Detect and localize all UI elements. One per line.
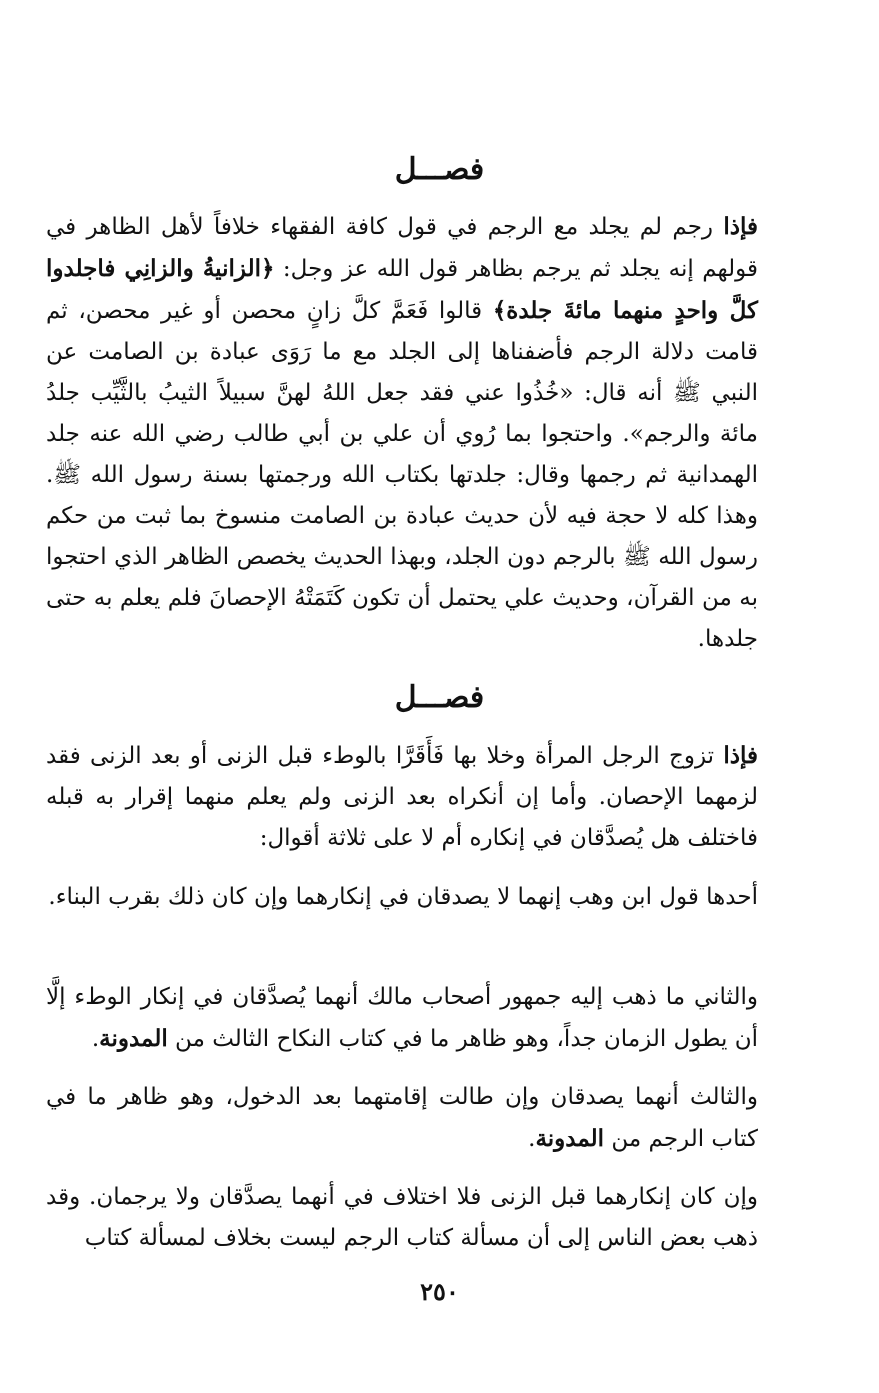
opinion-1-paragraph xyxy=(46,877,758,918)
text-run: تزوج الرجل المرأة وخلا بها فَأَقَرَّا بالوطء قبل الزنى أو بعد الزنى فقد لزمهما الإحصان. وأما إن أنكراه بعد الزنى ولم يعلم منهما إقرار به قبله فاختلف هل يُصدَّقان في إنكاره أم لا على ثلاثة أقوال: xyxy=(46,743,758,851)
text-run: والثالث أنهما يصدقان وإن طالت إقامتهما بعد الدخول، وهو ظاهر ما في كتاب الرجم من xyxy=(46,1084,758,1152)
section-2-intro-paragraph xyxy=(46,735,758,859)
section-heading-2: فصـــل xyxy=(394,680,485,715)
text-run: وإن كان إنكارهما قبل الزنى فلا اختلاف في أنهما يصدَّقان ولا يرجمان. وقد ذهب بعض الناس إلى أن مسألة كتاب الرجم ليست بخلاف لمسألة كتاب xyxy=(46,1184,758,1251)
closing-paragraph xyxy=(46,1177,758,1259)
bold-text-run: المدونة xyxy=(535,1125,605,1152)
section-1-paragraph xyxy=(46,206,758,660)
bold-text-run: فإذا xyxy=(723,742,758,769)
bold-text-run: فإذا xyxy=(723,213,758,240)
bold-text-run: المدونة xyxy=(99,1025,168,1052)
text-run: قالوا فَعَمَّ كلَّ زانٍ محصن أو غير محصن، ثم قامت دلالة الرجم فأضفناها إلى الجلد مع ما رَوَى عبادة بن الصامت عن النبي ﷺ أنه قال: «خُذُوا عني فقد جعل اللهُ لهنَّ سبيلاً الثيبُ بالثَّيِّب جلدُ مائة والرجم». واحتجوا بما رُوي أن علي بن أبي طالب رضي الله عنه جلد الهمدانية ثم رجمها وقال: جلدتها بكتاب الله ورجمتها بسنة رسول الله ﷺ. وهذا كله لا حجة فيه لأن حديث عبادة بن الصامت منسوخ بما ثبت من حكم رسول الله ﷺ بالرجم دون الجلد، وبهذا الحديث يخصص الظاهر الذي احتجوا به من القرآن، وحديث علي يحتمل أن تكون كَتَمَتْهُ الإحصانَ فلم يعلم به حتى جلدها. xyxy=(46,298,758,652)
page-number: ٢٥٠ xyxy=(420,1277,459,1306)
opinion-2-paragraph xyxy=(46,977,758,1060)
text-run: رجم لم يجلد مع الرجم في قول كافة الفقهاء خلافاً لأهل الظاهر في قولهم إنه يجلد ثم يرجم بظاهر قول الله عز وجل: xyxy=(46,214,758,282)
bold-text-run: ﴿الزانيةُ والزانِي فاجلدوا كلَّ واحدٍ منهما مائةَ جلدة﴾ xyxy=(46,255,759,324)
section-heading-1: فصـــل xyxy=(394,152,485,187)
text-run: . xyxy=(528,1126,536,1152)
text-run: أحدها قول ابن وهب إنهما لا يصدقان في إنكارهما وإن كان ذلك بقرب البناء. xyxy=(48,884,758,910)
text-run: . xyxy=(91,1026,100,1052)
opinion-3-paragraph xyxy=(46,1077,758,1160)
text-run: والثاني ما ذهب إليه جمهور أصحاب مالك أنهما يُصدَّقان في إنكار الوطء إلَّا أن يطول الزمان جداً، وهو ظاهر ما في كتاب النكاح الثالث من xyxy=(46,984,758,1052)
